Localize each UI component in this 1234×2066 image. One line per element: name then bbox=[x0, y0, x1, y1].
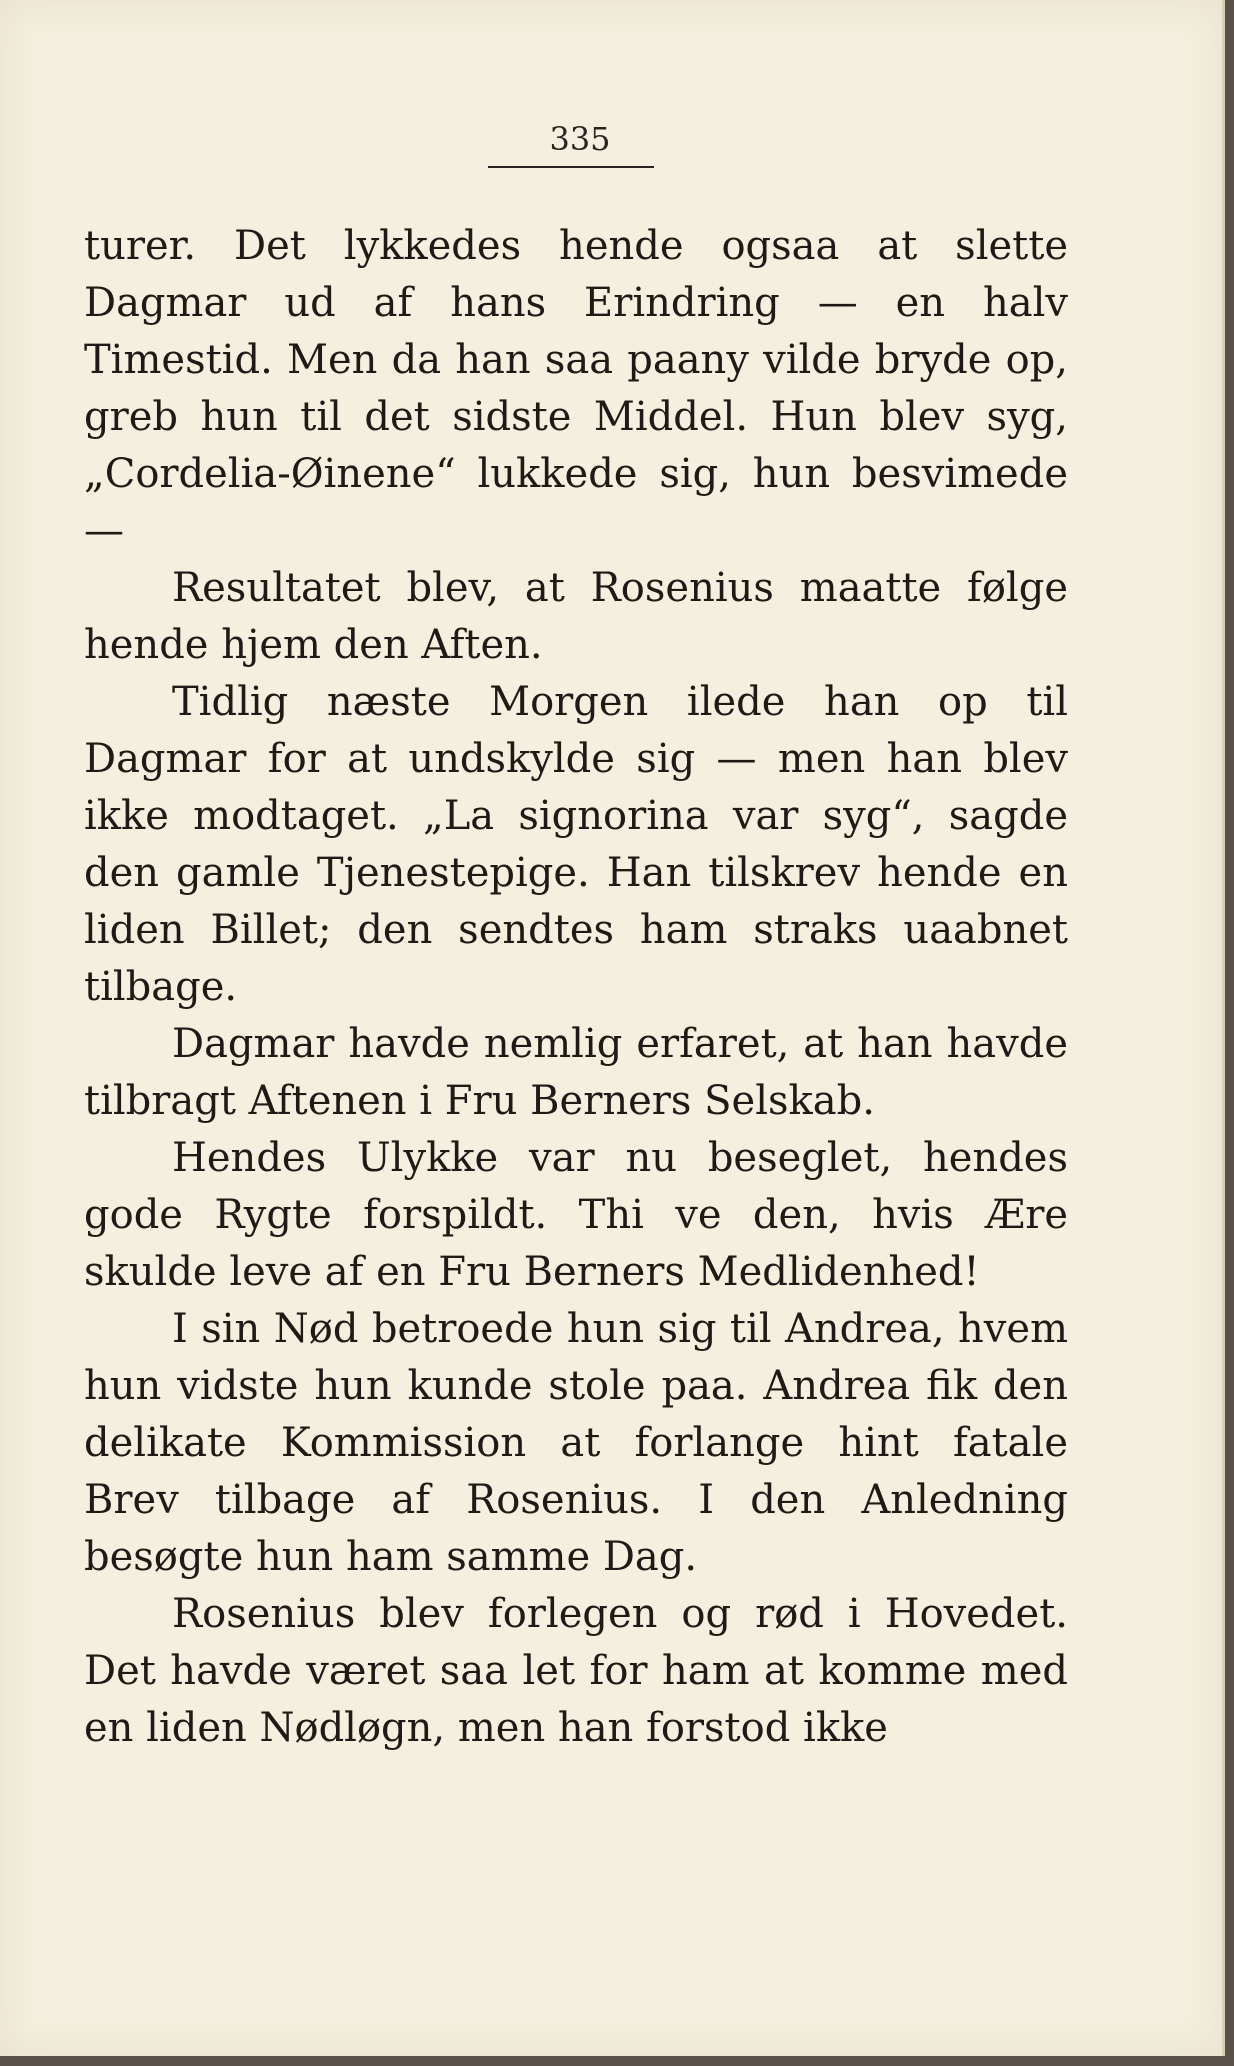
paragraph: Hendes Ulykke var nu beseglet, hendes gode Rygte forspildt. Thi ve den, hvis Ære skulde leve af en Fru Berners Medlidenhed! bbox=[84, 1135, 1068, 1295]
paragraph: Rosenius blev forlegen og rød i Hovedet. Det havde været saa let for ham at komme med en liden Nødløgn, men han forstod ikke bbox=[84, 1591, 1068, 1751]
paragraph: Tidlig næste Morgen ilede han op til Dagmar for at undskylde sig — men han blev ikke modtaget. „La signorina var syg“, sagde den gamle Tjenestepige. Han tilskrev hende en liden Billet; den sendtes ham straks uaabnet tilbage. bbox=[84, 679, 1068, 1010]
page-number-rule bbox=[488, 166, 654, 168]
paragraph: turer. Det lykkedes hende ogsaa at slette Dagmar ud af hans Erindring — en halv Timestid. Men da han saa paany vilde bryde op, greb hun til det sidste Middel. Hun blev syg, „Cordelia-Øinene“ lukkede sig, hun besvimede — bbox=[84, 223, 1068, 554]
page-number: 335 bbox=[549, 120, 611, 158]
paragraph: Dagmar havde nemlig erfaret, at han havde tilbragt Aftenen i Fru Berners Selskab. bbox=[84, 1021, 1068, 1124]
paragraph: I sin Nød betroede hun sig til Andrea, hvem hun vidste hun kunde stole paa. Andrea fik den delikate Kommission at forlange hint fatale Brev tilbage af Rosenius. I den Anledning besøgte hun ham samme Dag. bbox=[84, 1306, 1068, 1580]
body-text bbox=[84, 218, 1068, 1757]
paragraph: Resultatet blev, at Rosenius maatte følge hende hjem den Aften. bbox=[84, 565, 1068, 668]
